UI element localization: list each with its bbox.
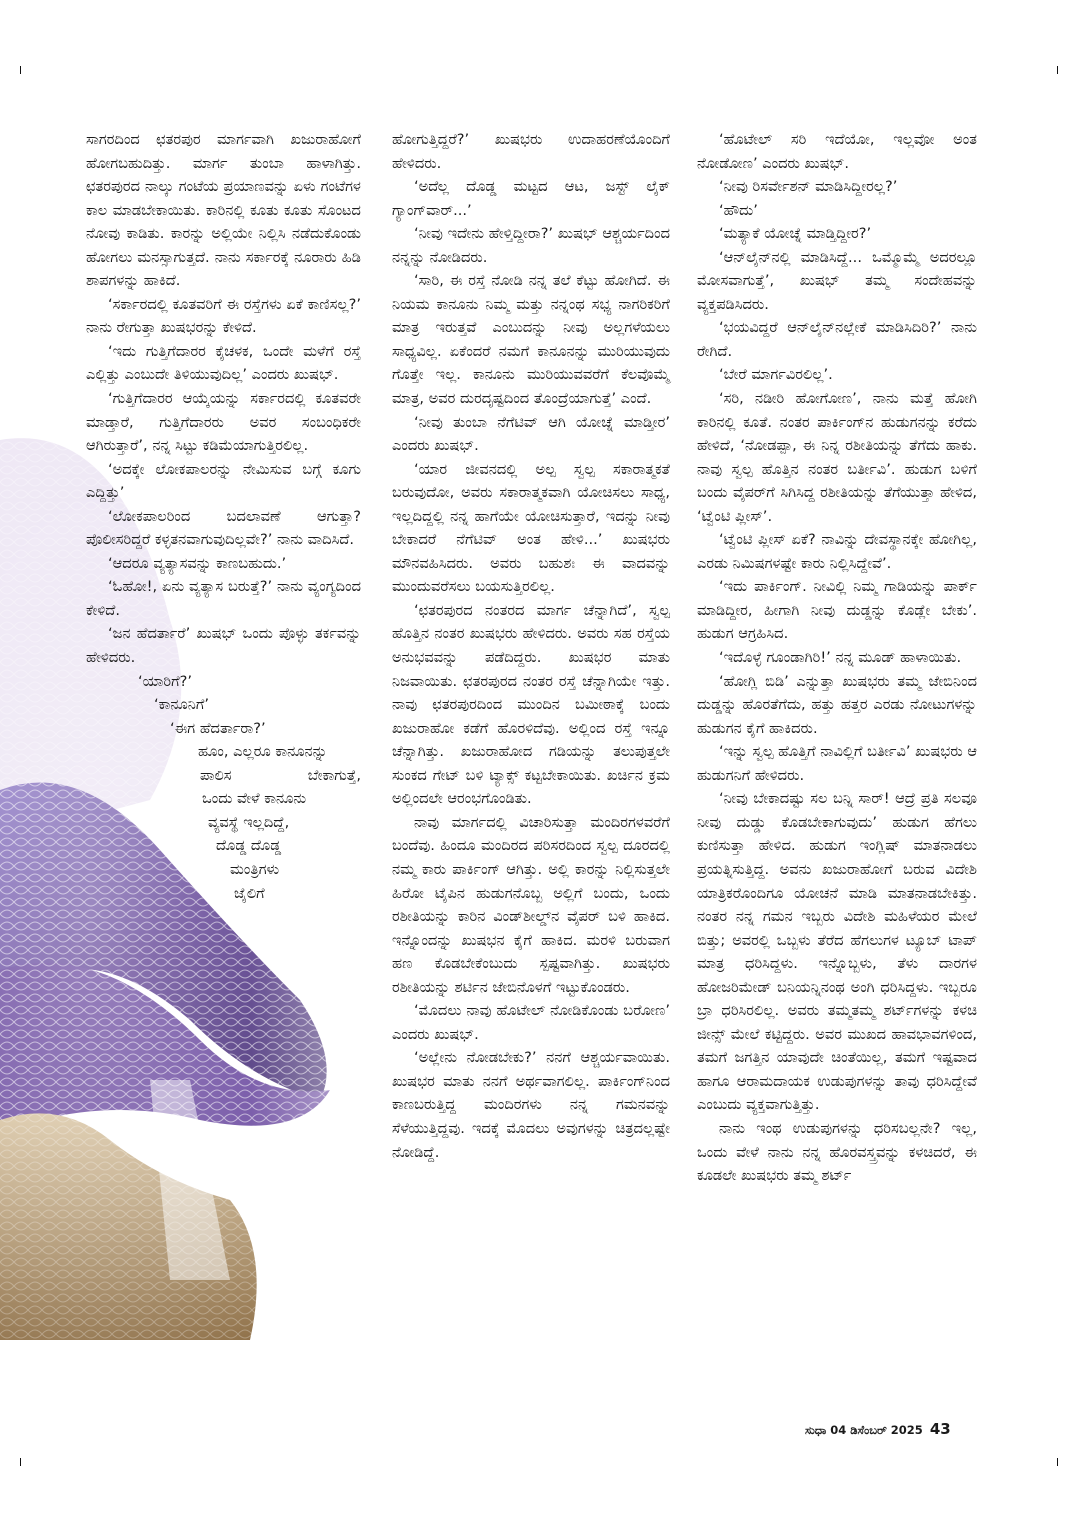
paragraph: ‘ಯಾರ ಜೀವನದಲ್ಲಿ ಅಲ್ಪ ಸ್ವಲ್ಪ ಸಕಾರಾತ್ಮಕತೆ ಬರುವುದೋ, ಅವರು ಸಕಾರಾತ್ಮಕವಾಗಿ ಯೋಚಿಸಲು ಸಾಧ್ಯ, ಇಲ್ಲದಿದ್ದಲ್ಲಿ ನನ್ನ ಹಾಗೆಯೇ ಯೋಚಿಸುತ್ತಾರೆ, ಇದನ್ನು ನೀವು ಬೇಕಾದರೆ ನೆಗೆಟಿವ್ ಅಂತ ಹೇಳಿ...’ ಖುಷಭರು ಮೌನವಹಿಸಿದರು. ಅವರು ಬಹುಶಃ ಈ ವಾದವನ್ನು ಮುಂದುವರೆಸಲು ಬಯಸುತ್ತಿರಲಿಲ್ಲ.: [392, 460, 670, 596]
paragraph: ‘ಯಾರಿಗೆ?’: [138, 672, 192, 690]
paragraph: ‘ನೀವು ರಿಸರ್ವೇಶನ್ ಮಾಡಿಸಿದ್ದೀರಲ್ಲ?’: [719, 178, 898, 196]
paragraph: ‘ಗುತ್ತಿಗೆದಾರರ ಆಯ್ಕೆಯನ್ನು ಸರ್ಕಾರದಲ್ಲಿ ಕೂತವರೇ ಮಾಡ್ತಾರೆ, ಗುತ್ತಿಗೆದಾರರು ಅವರ ಸಂಬಂಧಿಕರೇ ಆಗಿರುತ್ತಾರೆ’, ನನ್ನ ಸಿಟ್ಟು ಕಡಿಮೆಯಾಗುತ್ತಿರಲಿಲ್ಲ.: [86, 390, 361, 455]
paragraph: ‘ಛತರಪುರದ ನಂತರದ ಮಾರ್ಗ ಚೆನ್ನಾಗಿದೆ’, ಸ್ವಲ್ಪ ಹೊತ್ತಿನ ನಂತರ ಖುಷಭರು ಹೇಳಿದರು. ಅವರು ಸಹ ರಸ್ತೆಯ ಅನುಭವವನ್ನು ಪಡೆದಿದ್ದರು. ಖುಷಭರ ಮಾತು ನಿಜವಾಯಿತು. ಛತರಪುರದ ನಂತರ ರಸ್ತೆ ಚೆನ್ನಾಗಿಯೇ ಇತ್ತು. ನಾವು ಛತರಪುರದಿಂದ ಮುಂದಿನ ಬಮೀಠಾಕ್ಕೆ ಬಂದು ಖಜುರಾಹೋ ಕಡೆಗೆ ಹೊರಳಿದೆವು. ಅಲ್ಲಿಂದ ರಸ್ತೆ ಇನ್ನೂ ಚೆನ್ನಾಗಿತ್ತು. ಖಜುರಾಹೋದ ಗಡಿಯನ್ನು ತಲುಪುತ್ತಲೇ ಸುಂಕದ ಗೇಟ್ ಬಳಿ ಟ್ಯಾಕ್ಸ್ ಕಟ್ಟಬೇಕಾಯಿತು. ಖರ್ಚಿನ ಕ್ರಮ ಅಲ್ಲಿಂದಲೇ ಆರಂಭಗೊಂಡಿತು.: [392, 601, 670, 808]
text-line: ಒಂದು ವೇಳೆ ಕಾನೂನು: [202, 790, 307, 808]
text-line: ದೊಡ್ಡ ದೊಡ್ಡ: [216, 837, 282, 855]
paragraph: ‘ಅದೆಲ್ಲ ದೊಡ್ಡ ಮಟ್ಟದ ಆಟ, ಜಸ್ಟ್ ಲೈಕ್ ಗ್ಯಾಂಗ್‌ವಾರ್...’: [392, 178, 670, 219]
magazine-name: ಸುಧಾ: [805, 1423, 827, 1437]
page-number: 43: [929, 1420, 951, 1438]
paragraph: ‘ಸರ್ಕಾರದಲ್ಲಿ ಕೂತವರಿಗೆ ಈ ರಸ್ತೆಗಳು ಏಕೆ ಕಾಣಿಸಲ್ಲ?’ ನಾನು ರೇಗುತ್ತಾ ಖುಷಭರನ್ನು ಕೇಳಿದೆ.: [86, 295, 361, 337]
crop-mark: [1057, 66, 1058, 74]
paragraph: [86, 740, 361, 905]
text-column-1: [86, 128, 361, 905]
crop-mark: [1057, 1458, 1058, 1466]
paragraph: ‘ಲೋಕಪಾಲರಿಂದ ಬದಲಾವಣೆ ಆಗುತ್ತಾ? ಪೊಲೀಸರಿದ್ದರೆ ಕಳ್ಳತನವಾಗುವುದಿಲ್ಲವೇ?’ ನಾನು ವಾದಿಸಿದೆ.: [86, 507, 361, 549]
text-line: ಮಂತ್ರಿಗಳು: [230, 860, 280, 878]
paragraph: ‘ಮೊದಲು ನಾವು ಹೊಟೇಲ್ ನೋಡಿಕೊಂಡು ಬರೋಣ’ ಎಂದರು ಖುಷಭ್.: [392, 1002, 670, 1043]
paragraph: ‘ಇನ್ನು ಸ್ವಲ್ಪ ಹೊತ್ತಿಗೆ ನಾವಿಲ್ಲಿಗೆ ಬರ್ತೀವಿ’ ಖುಷಭರು ಆ ಹುಡುಗನಿಗೆ ಹೇಳಿದರು.: [697, 743, 977, 784]
text-line: ಪಾಲಿಸ ಬೇಕಾಗುತ್ತೆ,: [200, 766, 361, 784]
text-column-3: [697, 128, 977, 1188]
paragraph: ‘ಸಾರಿ, ಈ ರಸ್ತೆ ನೋಡಿ ನನ್ನ ತಲೆ ಕೆಟ್ಟು ಹೋಗಿದೆ. ಈ ನಿಯಮ ಕಾನೂನು ನಿಮ್ಮ ಮತ್ತು ನನ್ನಂಥ ಸಭ್ಯ ನಾಗರಿಕರಿಗೆ ಮಾತ್ರ ಇರುತ್ತವೆ ಎಂಬುದನ್ನು ನೀವು ಅಲ್ಲಗಳೆಯಲು ಸಾಧ್ಯವಿಲ್ಲ. ಏಕೆಂದರೆ ನಮಗೆ ಕಾನೂನನ್ನು ಮುರಿಯುವುದು ಗೊತ್ತೇ ಇಲ್ಲ. ಕಾನೂನು ಮುರಿಯುವವರೆಗೆ ಕೆಲವೊಮ್ಮೆ ಮಾತ್ರ, ಅವರ ದುರದೃಷ್ಟದಿಂದ ತೊಂದ್ರೆಯಾಗುತ್ತೆ’ ಎಂದೆ.: [392, 272, 670, 408]
paragraph: ‘ಸರಿ, ನಡೀರಿ ಹೋಗೋಣ’, ನಾನು ಮತ್ತೆ ಹೋಗಿ ಕಾರಿನಲ್ಲಿ ಕೂತೆ. ನಂತರ ಪಾರ್ಕಿಂಗ್‌ನ ಹುಡುಗನನ್ನು ಕರೆದು ಹೇಳಿದೆ, ‘ನೋಡಪ್ಪಾ, ಈ ನಿನ್ನ ರಶೀತಿಯನ್ನು ತೆಗೆದು ಹಾಕು. ನಾವು ಸ್ವಲ್ಪ ಹೊತ್ತಿನ ನಂತರ ಬರ್ತೀವಿ’. ಹುಡುಗ ಬಳಿಗೆ ಬಂದು ವೈಪರ್‌ಗೆ ಸಿಗಿಸಿದ್ದ ರಶೀತಿಯನ್ನು ತೆಗೆಯುತ್ತಾ ಹೇಳಿದ, ‘ಟ್ವೆಂಟಿ ಪ್ಲೀಸ್’.: [697, 390, 977, 525]
paragraph: ‘ಓಹೋ!, ಏನು ವ್ಯತ್ಯಾಸ ಬರುತ್ತೆ?’ ನಾನು ವ್ಯಂಗ್ಯದಿಂದ ಕೇಳಿದೆ.: [86, 578, 361, 619]
paragraph: ‘ಜನ ಹೆದರ್ತಾರೆ’ ಖುಷಭ್ ಒಂದು ಪೊಳ್ಳು ತರ್ಕವನ್ನು ಹೇಳಿದರು.: [86, 625, 361, 667]
paragraph: ‘ಭಯವಿದ್ದರೆ ಆನ್‌ಲೈನ್‌ನಲ್ಲೇಕೆ ಮಾಡಿಸಿದಿರಿ?’ ನಾನು ರೇಗಿದೆ.: [697, 319, 977, 360]
paragraph: ಹೋಗುತ್ತಿದ್ದರೆ?’ ಖುಷಭರು ಉದಾಹರಣೆಯೊಂದಿಗೆ ಹೇಳಿದರು.: [392, 131, 670, 172]
issue-date: 04 ಡಿಸೆಂಬರ್ 2025: [830, 1423, 923, 1437]
text-line: ಹೂಂ, ಎಲ್ಲರೂ ಕಾನೂನನ್ನು: [198, 743, 328, 761]
paragraph: ನಾನು ಇಂಥ ಉಡುಪುಗಳನ್ನು ಧರಿಸಬಲ್ಲನೇ? ಇಲ್ಲ, ಒಂದು ವೇಳೆ ನಾನು ನನ್ನ ಹೊರವಸ್ತ್ರವನ್ನು ಕಳಚಿದರೆ, ಈ ಕೂಡಲೇ ಖುಷಭರು ತಮ್ಮ ಶರ್ಟ್: [697, 1119, 977, 1185]
paragraph: ‘ಟ್ವೆಂಟಿ ಪ್ಲೀಸ್ ಏಕೆ? ನಾವಿನ್ನು ದೇವಸ್ಥಾನಕ್ಕೇ ಹೋಗಿಲ್ಲ, ಎರಡು ನಿಮಿಷಗಳಷ್ಟೇ ಕಾರು ನಿಲ್ಲಿಸಿದ್ದೇವೆ’.: [697, 531, 977, 572]
crop-mark: [20, 1458, 21, 1466]
paragraph: ‘ಆನ್‌ಲೈನ್‌ನಲ್ಲಿ ಮಾಡಿಸಿದ್ದೆ... ಒಮ್ಮೊಮ್ಮೆ ಅದರಲ್ಲೂ ಮೋಸವಾಗುತ್ತೆ’, ಖುಷಭ್ ತಮ್ಮ ಸಂದೇಹವನ್ನು ವ್ಯಕ್ತಪಡಿಸಿದರು.: [697, 248, 977, 313]
paragraph: ‘ಆದರೂ ವ್ಯತ್ಯಾಸವನ್ನು ಕಾಣಬಹುದು.’: [108, 554, 287, 572]
paragraph: ‘ಮತ್ಯಾಕೆ ಯೋಚ್ನೆ ಮಾಡ್ತಿದ್ದೀರ?’: [719, 225, 872, 243]
paragraph: ‘ನೀವು ಇದೇನು ಹೇಳ್ತಿದ್ದೀರಾ?’ ಖುಷಭ್ ಆಶ್ಚರ್ಯದಿಂದ ನನ್ನನ್ನು ನೋಡಿದರು.: [392, 225, 670, 266]
paragraph: ‘ಈಗ ಹೆದರ್ತಾರಾ?’: [170, 719, 266, 737]
paragraph: ‘ಅಲ್ಲೇನು ನೋಡಬೇಕು?’ ನನಗೆ ಆಶ್ಚರ್ಯವಾಯಿತು. ಖುಷಭರ ಮಾತು ನನಗೆ ಅರ್ಥವಾಗಲಿಲ್ಲ. ಪಾರ್ಕಿಂಗ್‌ನಿಂದ ಕಾಣಬರುತ್ತಿದ್ದ ಮಂದಿರಗಳು ನನ್ನ ಗಮನವನ್ನು ಸೆಳೆಯುತ್ತಿದ್ದವು. ಇದಕ್ಕೆ ಮೊದಲು ಅವುಗಳನ್ನು ಚಿತ್ರದಲ್ಲಷ್ಟೇ ನೋಡಿದ್ದೆ.: [392, 1049, 670, 1161]
paragraph: ‘ನೀವು ಬೇಕಾದಷ್ಟು ಸಲ ಬನ್ನಿ ಸಾರ್! ಆದ್ರೆ ಪ್ರತಿ ಸಲವೂ ನೀವು ದುಡ್ಡು ಕೊಡಬೇಕಾಗುವುದು’ ಹುಡುಗ ಹೆಗಲು ಕುಣಿಸುತ್ತಾ ಹೇಳಿದ. ಹುಡುಗ ಇಂಗ್ಲಿಷ್ ಮಾತನಾಡಲು ಪ್ರಯತ್ನಿಸುತ್ತಿದ್ದ. ಅವನು ಖಜುರಾಹೋಗೆ ಬರುವ ವಿದೇಶಿ ಯಾತ್ರಿಕರೊಂದಿಗೂ ಯೋಚನೆ ಮಾಡಿ ಮಾತನಾಡಬೇಕಿತ್ತು. ನಂತರ ನನ್ನ ಗಮನ ಇಬ್ಬರು ವಿದೇಶಿ ಮಹಿಳೆಯರ ಮೇಲೆ ಬಿತ್ತು; ಅವರಲ್ಲಿ ಒಬ್ಬಳು ತೆರೆದ ಹೆಗಲುಗಳ ಟ್ಯೂಬ್ ಟಾಪ್ ಮಾತ್ರ ಧರಿಸಿದ್ದಳು. ಇನ್ನೊಬ್ಬಳು, ತೆಳು ದಾರಗಳ ಹೋಜರಿಮೇಡ್ ಬನಿಯನ್ನಿನಂಥ ಅಂಗಿ ಧರಿಸಿದ್ದಳು. ಇಬ್ಬರೂ ಬ್ರಾ ಧರಿಸಿರಲಿಲ್ಲ. ಅವರು ತಮ್ಮತಮ್ಮ ಶರ್ಟ್‌ಗಳನ್ನು ಕಳಚಿ ಜೀನ್ಸ್ ಮೇಲೆ ಕಟ್ಟಿದ್ದರು. ಅವರ ಮುಖದ ಹಾವಭಾವಗಳಿಂದ, ತಮಗೆ ಜಗತ್ತಿನ ಯಾವುದೇ ಚಿಂತೆಯಿಲ್ಲ, ತಮಗೆ ಇಷ್ಟವಾದ ಹಾಗೂ ಆರಾಮದಾಯಕ ಉಡುಪುಗಳನ್ನು ತಾವು ಧರಿಸಿದ್ದೇವೆ ಎಂಬುದು ವ್ಯಕ್ತವಾಗುತ್ತಿತ್ತು.: [697, 790, 977, 1114]
paragraph: ‘ನೀವು ತುಂಬಾ ನೆಗೆಟಿವ್ ಆಗಿ ಯೋಚ್ನೆ ಮಾಡ್ತೀರ’ ಎಂದರು ಖುಷಭ್.: [392, 413, 670, 455]
paragraph: ‘ಇದು ಪಾರ್ಕಿಂಗ್. ನೀವಿಲ್ಲಿ ನಿಮ್ಮ ಗಾಡಿಯನ್ನು ಪಾರ್ಕ್ ಮಾಡಿದ್ದೀರ, ಹೀಗಾಗಿ ನೀವು ದುಡ್ಡನ್ನು ಕೊಡ್ಲೇ ಬೇಕು’. ಹುಡುಗ ಆಗ್ರಹಿಸಿದ.: [697, 578, 977, 643]
text-line: ಜೈಲಿಗೆ: [234, 884, 265, 902]
paragraph: ಸಾಗರದಿಂದ ಛತರಪುರ ಮಾರ್ಗವಾಗಿ ಖಜುರಾಹೋಗೆ ಹೋಗಬಹುದಿತ್ತು. ಮಾರ್ಗ ತುಂಬಾ ಹಾಳಾಗಿತ್ತು. ಛತರಪುರದ ನಾಲ್ಕು ಗಂಟೆಯ ಪ್ರಯಾಣವನ್ನು ಏಳು ಗಂಟೆಗಳ ಕಾಲ ಮಾಡಬೇಕಾಯಿತು. ಕಾರಿನಲ್ಲಿ ಕೂತು ಕೂತು ಸೊಂಟದ ನೋವು ಕಾಡಿತು. ಕಾರನ್ನು ಅಲ್ಲಿಯೇ ನಿಲ್ಲಿಸಿ ನಡೆದುಕೊಂಡು ಹೋಗಲು ಮನಸ್ಸಾಗುತ್ತದೆ. ನಾನು ಸರ್ಕಾರಕ್ಕೆ ನೂರಾರು ಹಿಡಿ ಶಾಪಗಳನ್ನು ಹಾಕಿದೆ.: [86, 131, 361, 290]
paragraph: ‘ಇದೊಳ್ಳೆ ಗೂಂಡಾಗಿರಿ!’ ನನ್ನ ಮೂಡ್ ಹಾಳಾಯಿತು.: [719, 649, 962, 667]
paragraph: ‘ಹೊಟೇಲ್ ಸರಿ ಇದೆಯೋ, ಇಲ್ಲವೋ ಅಂತ ನೋಡೋಣ’ ಎಂದರು ಖುಷಭ್.: [697, 131, 977, 172]
paragraph: ‘ಬೇರೆ ಮಾರ್ಗವಿರಲಿಲ್ಲ’.: [719, 366, 833, 384]
paragraph: ‘ಅದಕ್ಕೇ ಲೋಕಪಾಲರನ್ನು ನೇಮಿಸುವ ಬಗ್ಗೆ ಕೂಗು ಎದ್ದಿತ್ತು’: [86, 460, 361, 502]
page-footer: [805, 1420, 951, 1438]
paragraph: ‘ಹೌದು’: [719, 201, 758, 219]
paragraph: ‘ಹೋಗ್ಲಿ ಬಿಡಿ’ ಎನ್ನುತ್ತಾ ಖುಷಭರು ತಮ್ಮ ಜೇಬಿನಿಂದ ದುಡ್ಡನ್ನು ಹೊರತೆಗೆದು, ಹತ್ತು ಹತ್ತರ ಎರಡು ನೋಟುಗಳನ್ನು ಹುಡುಗನ ಕೈಗೆ ಹಾಕಿದರು.: [697, 672, 977, 737]
text-column-2: [392, 128, 670, 1164]
crop-mark: [20, 66, 21, 74]
paragraph: ‘ಕಾನೂನಿಗೆ’: [154, 696, 210, 714]
paragraph: ‘ಇದು ಗುತ್ತಿಗೆದಾರರ ಕೈಚಳಕ, ಒಂದೇ ಮಳೆಗೆ ರಸ್ತೆ ಎಲ್ಲಿತ್ತು ಎಂಬುದೇ ತಿಳಿಯುವುದಿಲ್ಲ’ ಎಂದರು ಖುಷಭ್.: [86, 342, 361, 384]
paragraph: ನಾವು ಮಾರ್ಗದಲ್ಲಿ ವಿಚಾರಿಸುತ್ತಾ ಮಂದಿರಗಳವರೆಗೆ ಬಂದೆವು. ಹಿಂದೂ ಮಂದಿರದ ಪರಿಸರದಿಂದ ಸ್ವಲ್ಪ ದೂರದಲ್ಲಿ ನಮ್ಮ ಕಾರು ಪಾರ್ಕಿಂಗ್ ಆಗಿತ್ತು. ಅಲ್ಲಿ ಕಾರನ್ನು ನಿಲ್ಲಿಸುತ್ತಲೇ ಹಿರೋ ಟೈಪಿನ ಹುಡುಗನೊಬ್ಬ ಅಲ್ಲಿಗೆ ಬಂದು, ಒಂದು ರಶೀತಿಯನ್ನು ಕಾರಿನ ವಿಂಡ್‌ಶೀಲ್ಡ್‌ನ ವೈಪರ್ ಬಳಿ ಹಾಕಿದ. ಇನ್ನೊಂದನ್ನು ಖುಷಭನ ಕೈಗೆ ಹಾಕಿದ. ಮರಳಿ ಬರುವಾಗ ಹಣ ಕೊಡಬೇಕೆಂಬುದು ಸ್ಪಷ್ಟವಾಗಿತ್ತು. ಖುಷಭರು ರಶೀತಿಯನ್ನು ಶರ್ಟಿನ ಜೇಬಿನೊಳಗೆ ಇಟ್ಟುಕೊಂಡರು.: [392, 813, 670, 996]
text-line: ವ್ಯವಸ್ಥೆ ಇಲ್ಲದಿದ್ದೆ,: [208, 813, 290, 831]
